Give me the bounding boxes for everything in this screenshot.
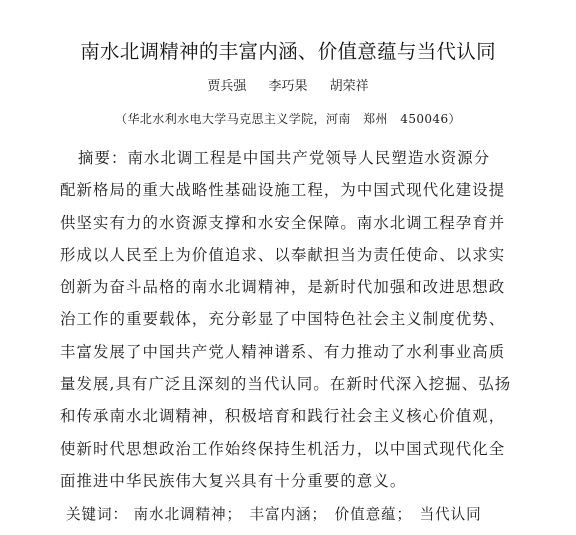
abstract-line: 面推进中华民族伟大复兴具有十分重要的意义。 [60,471,407,490]
abstract-line: 丰富发展了中国共产党人精神谱系、有力推动了水利事业高质 [60,342,506,361]
abstract-line: 治工作的重要载体，充分彰显了中国特色社会主义制度优势、 [60,310,506,329]
keywords-label: 关键词： [66,506,128,523]
abstract-block [60,142,522,497]
keywords-block [66,503,536,527]
abstract-line: 供坚实有力的水资源支撑和水安全保障。南水北调工程孕育并 [60,213,506,232]
abstract-line: 配新格局的重大战略性基础设施工程，为中国式现代化建设提 [60,181,506,200]
keyword-item: 丰富内涵； [249,506,328,523]
paper-title: 南水北调精神的丰富内涵、价值意蕴与当代认同 [80,40,496,63]
abstract-line: 使新时代思想政治工作始终保持生机活力，以中国式现代化全 [60,439,506,458]
keyword-item: 当代认同 [419,506,482,523]
abstract-line: 量发展,具有广泛且深刻的当代认同。在新时代深入挖掘、弘扬 [60,375,512,394]
author-affiliation: （华北水利水电大学马克思主义学院，河南 郑州 450046） [115,112,461,126]
author-list [0,78,576,96]
abstract-text: 南水北调工程是中国共产党领导人民塑造水资源分 [127,149,491,167]
author-name: 胡荣祥 [329,79,369,94]
author-name: 贾兵强 [207,79,247,94]
abstract-line: 创新为奋斗品格的南水北调精神，是新时代加强和改进思想政 [60,278,506,297]
author-name: 李巧果 [268,79,308,94]
keyword-item: 南水北调精神； [133,506,242,523]
abstract-line: 和传承南水北调精神，积极培育和践行社会主义核心价值观， [60,407,506,426]
abstract-label: 摘要： [78,149,128,167]
abstract-line [60,142,522,174]
abstract-line: 形成以人民至上为价值追求、以奉献担当为责任使命、以求实 [60,245,506,264]
keyword-item: 价值意蕴； [334,506,413,523]
